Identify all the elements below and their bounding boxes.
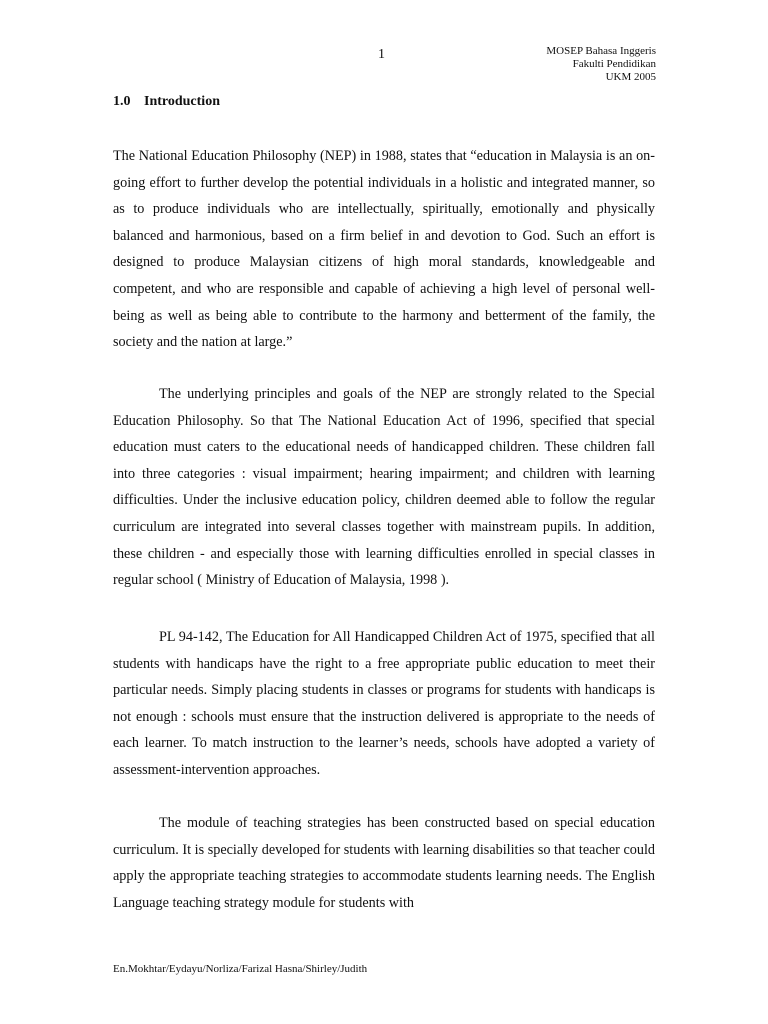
- header-institution: UKM 2005: [605, 71, 656, 83]
- paragraph-pl-94-142: PL 94-142, The Education for All Handicapped Children Act of 1975, specified that all students with handicaps have the right to a free appropriate public education to meet their particular needs. Simply placing students in classes or programs for students with handicaps is not enough : schools must ensure that the instruction delivered is appropriate to the needs of each learner. To match instruction to the learner’s needs, schools have adopted a variety of assessment-intervention approaches.: [113, 629, 655, 778]
- header-course: MOSEP Bahasa Inggeris: [546, 45, 656, 57]
- section-title: Introduction: [144, 94, 220, 109]
- paragraph-nep: The National Education Philosophy (NEP) in 1988, states that “education in Malaysia is an on-going effort to further develop the potential individuals in a holistic and integrated manner, so as to produce individuals who are intellectually, spiritually, emotionally and physically balanced and harmonious, based on a firm belief in and devotion to God. Such an effort is designed to produce Malaysian citizens of high moral standards, knowledgeable and competent, and who are responsible and capable of achieving a high level of personal well-being as well as being able to contribute to the harmony and betterment of the family, the society and the nation at large.”: [113, 148, 655, 351]
- section-number: 1.0: [113, 94, 131, 109]
- header-faculty: Fakulti Pendidikan: [572, 58, 656, 70]
- running-header: [546, 45, 656, 84]
- page-number: 1: [378, 47, 385, 62]
- section-heading: [113, 94, 220, 110]
- footer-authors: En.Mokhtar/Eydayu/Norliza/Farizal Hasna/Shirley/Judith: [113, 963, 368, 975]
- paragraph-module: The module of teaching strategies has been constructed based on special education curriculum. It is specially developed for students with learning disabilities so that teacher could apply the appropriate teaching strategies to accommodate students learning needs. The English Language teaching strategy module for students with: [113, 815, 655, 911]
- paragraph-special-education: The underlying principles and goals of the NEP are strongly related to the Special Education Philosophy. So that The National Education Act of 1996, specified that special education must caters to the educational needs of handicapped children. These children fall into three categories : visual impairment; hearing impairment; and children with learning difficulties. Under the inclusive education policy, children deemed able to follow the regular curriculum are integrated into several classes together with mainstream pupils. In addition, these children - and especially those with learning difficulties enrolled in special classes in regular school ( Ministry of Education of Malaysia, 1998 ).: [113, 386, 655, 589]
